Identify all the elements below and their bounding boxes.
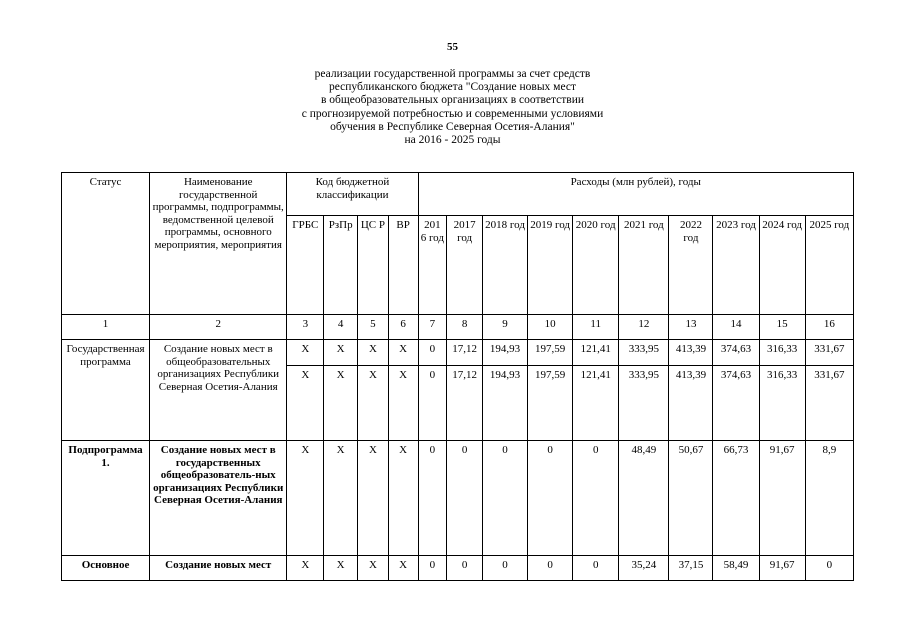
row-status: Государственная программа [62, 340, 150, 441]
value-cell: 331,67 [805, 340, 853, 366]
value-cell: 121,41 [573, 366, 619, 441]
value-cell: 58,49 [713, 556, 759, 581]
column-number: 14 [713, 315, 759, 340]
row-name: Создание новых мест в государственных общеобразователь-ных организациях Республики Северная Осетия-Алания [150, 441, 287, 556]
column-number: 6 [388, 315, 418, 340]
table-row [62, 441, 854, 556]
value-cell: 0 [418, 340, 447, 366]
value-cell: 0 [483, 556, 528, 581]
value-cell: 0 [528, 556, 573, 581]
column-number: 7 [418, 315, 447, 340]
row-status: Подпрограмма 1. [62, 441, 150, 556]
code-cell: X [358, 441, 389, 556]
value-cell: 333,95 [619, 366, 669, 441]
header-code-rzpr: РзПр [324, 216, 358, 315]
value-cell: 194,93 [483, 366, 528, 441]
document-heading [0, 68, 905, 147]
code-cell: X [358, 366, 389, 441]
header-year: 2017 год [447, 216, 483, 315]
value-cell: 0 [528, 441, 573, 556]
heading-line: в общеобразовательных организациях в соответствии [320, 94, 585, 107]
value-cell: 0 [447, 556, 483, 581]
value-cell: 0 [447, 441, 483, 556]
code-cell: X [324, 441, 358, 556]
column-number: 8 [447, 315, 483, 340]
column-number: 9 [483, 315, 528, 340]
heading-line: обучения в Республике Северная Осетия-Алания" [330, 120, 575, 133]
header-code-grbs: ГРБС [287, 216, 324, 315]
value-cell: 0 [573, 441, 619, 556]
header-name: Наименование государственной программы, подпрограммы, ведомственной целевой программы, основного мероприятия, мероприятия [150, 173, 287, 315]
code-cell: X [324, 366, 358, 441]
header-year: 2019 год [528, 216, 573, 315]
code-cell: X [358, 340, 389, 366]
column-number: 13 [669, 315, 713, 340]
value-cell: 413,39 [669, 340, 713, 366]
code-cell: X [287, 441, 324, 556]
value-cell: 35,24 [619, 556, 669, 581]
value-cell: 17,12 [447, 340, 483, 366]
code-cell: X [388, 441, 418, 556]
heading-line: на 2016 - 2025 годы [404, 134, 501, 147]
header-year: 201 6 год [418, 216, 447, 315]
column-numbers-row [62, 315, 854, 340]
heading-line: с прогнозируемой потребностью и современными условиями [301, 107, 604, 120]
value-cell: 316,33 [759, 340, 805, 366]
value-cell: 374,63 [713, 366, 759, 441]
column-number: 1 [62, 315, 150, 340]
value-cell: 0 [483, 441, 528, 556]
code-cell: X [287, 366, 324, 441]
row-name: Создание новых мест в общеобразовательных организациях Республики Северная Осетия-Алания [150, 340, 287, 441]
table-row [62, 340, 854, 366]
table-row [62, 556, 854, 581]
value-cell: 374,63 [713, 340, 759, 366]
row-status: Основное [62, 556, 150, 581]
column-number: 3 [287, 315, 324, 340]
column-number: 4 [324, 315, 358, 340]
code-cell: X [324, 340, 358, 366]
value-cell: 194,93 [483, 340, 528, 366]
header-year: 2021 год [619, 216, 669, 315]
code-cell: X [388, 340, 418, 366]
code-cell: X [358, 556, 389, 581]
value-cell: 66,73 [713, 441, 759, 556]
header-expenses: Расходы (млн рублей), годы [418, 173, 854, 216]
column-number: 15 [759, 315, 805, 340]
code-cell: X [388, 366, 418, 441]
header-year: 2025 год [805, 216, 853, 315]
code-cell: X [287, 340, 324, 366]
header-status: Статус [62, 173, 150, 315]
column-number: 11 [573, 315, 619, 340]
header-year: 2022 год [669, 216, 713, 315]
header-code-vr: ВР [388, 216, 418, 315]
code-cell: X [324, 556, 358, 581]
row-name: Создание новых мест [150, 556, 287, 581]
heading-line: республиканского бюджета "Создание новых мест [329, 81, 576, 94]
value-cell: 333,95 [619, 340, 669, 366]
table-header-row [62, 173, 854, 216]
header-year: 2023 год [713, 216, 759, 315]
budget-table [61, 172, 854, 581]
value-cell: 0 [418, 441, 447, 556]
page-number: 55 [447, 41, 458, 53]
header-year: 2024 год [759, 216, 805, 315]
column-number: 10 [528, 315, 573, 340]
column-number: 5 [358, 315, 389, 340]
value-cell: 8,9 [805, 441, 853, 556]
code-cell: X [388, 556, 418, 581]
value-cell: 197,59 [528, 340, 573, 366]
header-code-csr: ЦС Р [358, 216, 389, 315]
header-budget-code: Код бюджетной классификации [287, 173, 418, 216]
value-cell: 331,67 [805, 366, 853, 441]
column-number: 12 [619, 315, 669, 340]
value-cell: 17,12 [447, 366, 483, 441]
value-cell: 413,39 [669, 366, 713, 441]
column-number: 16 [805, 315, 853, 340]
value-cell: 0 [805, 556, 853, 581]
value-cell: 50,67 [669, 441, 713, 556]
value-cell: 91,67 [759, 441, 805, 556]
value-cell: 48,49 [619, 441, 669, 556]
value-cell: 121,41 [573, 340, 619, 366]
value-cell: 316,33 [759, 366, 805, 441]
heading-line: реализации государственной программы за счет средств [314, 68, 591, 80]
value-cell: 91,67 [759, 556, 805, 581]
code-cell: X [287, 556, 324, 581]
value-cell: 197,59 [528, 366, 573, 441]
header-year: 2020 год [573, 216, 619, 315]
value-cell: 37,15 [669, 556, 713, 581]
value-cell: 0 [418, 556, 447, 581]
column-number: 2 [150, 315, 287, 340]
value-cell: 0 [573, 556, 619, 581]
value-cell: 0 [418, 366, 447, 441]
header-year: 2018 год [483, 216, 528, 315]
